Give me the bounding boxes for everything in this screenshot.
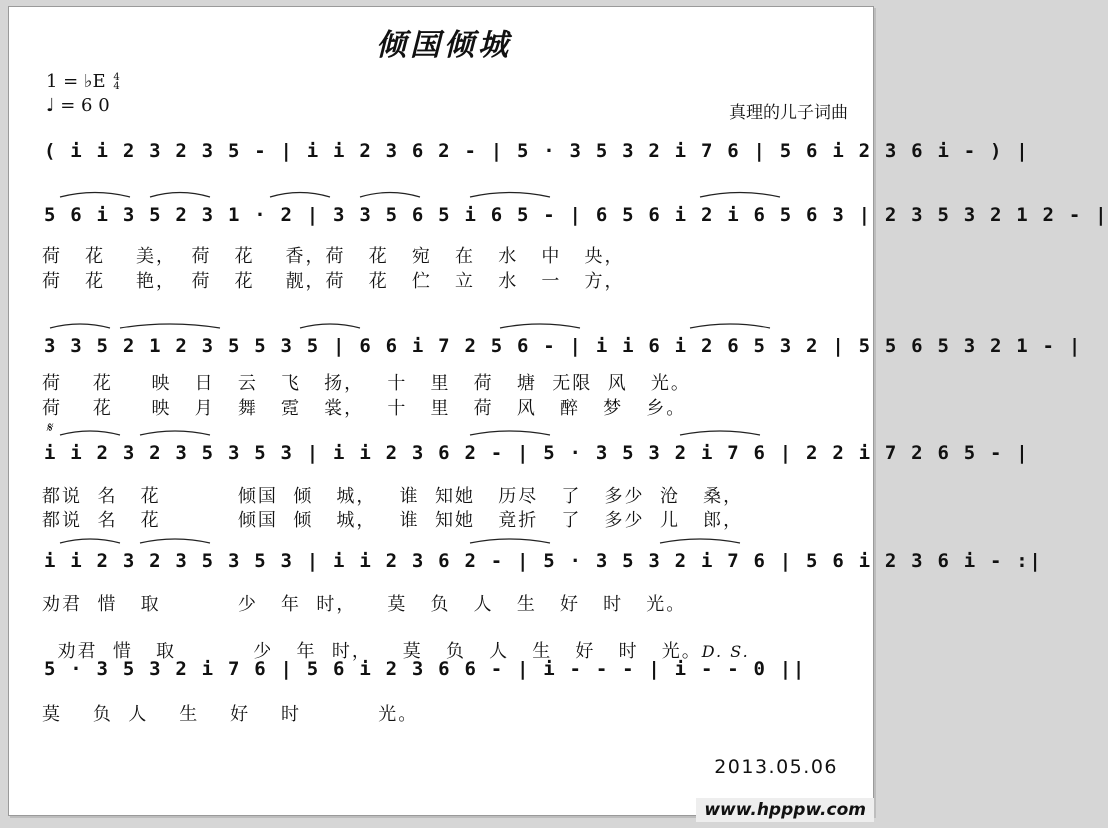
author-credit: 真理的儿子词曲: [729, 103, 848, 123]
lyric-line-4: 荷 花 映 月 舞 霓 裳， 十 里 荷 风 醉 梦 乡。: [42, 398, 687, 419]
lyric-line-8-text: 劝君 惜 取 少 年 时， 莫 负 人 生 好 时 光。: [57, 641, 702, 662]
key-signature: [46, 70, 120, 118]
lyric-line-1: 荷 花 美， 荷 花 香，荷 花 宛 在 水 中 央，: [42, 246, 625, 267]
staff-line-2: 5 6 i 3 5 2 3 1 · 2 | 3 3 5 6 5 i 6 5 - | 6 5 6 i 2 i 6 5 6 3 | 2 3 5 3 2 1 2 - |: [44, 204, 1108, 226]
time-signature: [113, 73, 119, 91]
lyric-line-6: 都说 名 花 倾国 倾 城， 谁 知她 竟折 了 多少 儿 郎，: [42, 510, 744, 531]
lyric-line-7: 劝君 惜 取 少 年 时， 莫 负 人 生 好 时 光。: [42, 594, 687, 615]
staff-line-5: i i 2 3 2 3 5 3 5 3 | i i 2 3 6 2 - | 5 · 3 5 3 2 i 7 6 | 5 6 i 2 3 6 i - :|: [44, 550, 1043, 572]
date-stamp: 2013.05.06: [714, 756, 838, 778]
lyric-line-8: [42, 617, 750, 663]
site-watermark: www.hpppw.com: [696, 798, 874, 822]
lyric-line-2: 荷 花 艳， 荷 花 靓，荷 花 伫 立 水 一 方，: [42, 271, 625, 292]
staff-line-4: i i 2 3 2 3 5 3 5 3 | i i 2 3 6 2 - | 5 · 3 5 3 2 i 7 6 | 2 2 i 7 2 6 5 - |: [44, 442, 1030, 464]
time-bottom: 4: [113, 81, 120, 92]
key-line: 1 = ♭E: [46, 71, 106, 92]
ds-marking: D. S.: [701, 642, 750, 661]
staff-line-1: ( i i 2 3 2 3 5 - | i i 2 3 6 2 - | 5 · 3 5 3 2 i 7 6 | 5 6 i 2 3 6 i - ) |: [44, 140, 1030, 162]
lyric-line-5: 都说 名 花 倾国 倾 城， 谁 知她 历尽 了 多少 沧 桑，: [42, 486, 744, 507]
staff-line-6: 5 · 3 5 3 2 i 7 6 | 5 6 i 2 3 6 6 - | i - - - | i - - 0 ||: [44, 658, 807, 680]
lyric-line-3: 荷 花 映 日 云 飞 扬， 十 里 荷 塘 无限 风 光。: [42, 373, 691, 394]
segno-sign: 𝄋: [46, 420, 53, 436]
time-top: 4: [113, 72, 120, 83]
lyric-line-9: 莫 负 人 生 好 时 光。: [42, 704, 419, 725]
tempo-line: ♩ = 6 0: [46, 95, 110, 116]
staff-line-3: 3 3 5 2 1 2 3 5 5 3 5 | 6 6 i 7 2 5 6 - | i i 6 i 2 6 5 3 2 | 5 5 6 5 3 2 1 - |: [44, 335, 1082, 357]
song-title: 倾国倾城: [376, 28, 512, 63]
